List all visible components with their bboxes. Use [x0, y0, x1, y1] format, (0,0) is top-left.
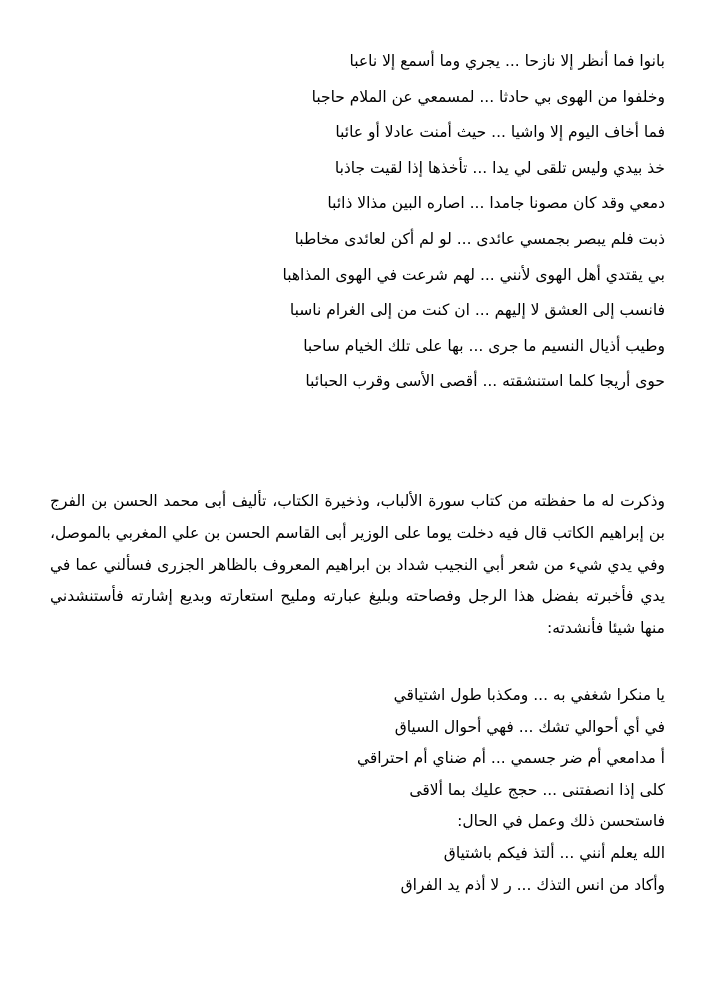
verse-line: فما أخاف اليوم إلا واشيا ... حيث أمنت عادلا أو عائبا	[335, 123, 665, 142]
verse-line: دمعي وقد كان مصونا جامدا ... اصاره البين مذالا ذائبا	[327, 194, 665, 213]
narrative-line: فاستحسن ذلك وعمل في الحال:	[457, 812, 665, 831]
poem-line: أ مدامعي أم ضر جسمي ... أم ضناي أم احتراقي	[356, 749, 665, 768]
verse-line: حوى أريجا كلما استنشقته ... أقصى الأسى وقرب الحبائبا	[305, 372, 665, 391]
poem-line: الله يعلم أنني ... ألتذ فيكم باشتياق	[443, 843, 665, 862]
verse-line: فانسب إلى العشق لا إليهم ... ان كنت من إلى الغرام ناسبا	[289, 301, 665, 320]
verse-line: وطيب أذيال النسيم ما جرى ... بها على تلك الخيام ساحبا	[303, 336, 665, 355]
poem-verses	[45, 44, 665, 400]
verse-line: خذ بيدي وليس تلقى لي يدا ... تأخذها إذا لقيت جاذبا	[334, 158, 665, 177]
prose-paragraph: وذكرت له ما حفظته من كتاب سورة الألباب، وذخيرة الكتاب، تأليف أبى محمد الحسن بن الفرج بن إبراهيم الكاتب قال فيه دخلت يوما على الوزير أبى القاسم الحسن بن علي المغربي بالموصل، وفي يدي شيء من شعر أبي النجيب شداد بن ابراهيم المعروف بالظاهر الجزرى فسألني عما في يدي فأخبرته بفضل هذا الرجل وفصاحته وبليغ عبارته ومليح استعارته وبديع إشارته فأستنشدني منها شيئا فأنشدته:	[50, 492, 665, 638]
poem-line: يا منكرا شغفي به ... ومكذبا طول اشتياقي	[393, 686, 665, 704]
verse-line: ذبت فلم يبصر بجمسي عائدى ... لو لم أكن لعائدى مخاطبا	[294, 229, 665, 248]
poem-line: كلى إذا انصفتنى ... حجج عليك بما ألاقى	[409, 780, 665, 799]
second-poem-lines	[50, 680, 665, 901]
poem-line: وأكاد من انس التذك ... ر لا أذم يد الفراق	[400, 875, 665, 894]
verse-line: بي يقتدي أهل الهوى لأنني ... لهم شرعت في الهوى المذاهبا	[282, 265, 665, 284]
poem-line: في أي أحوالي تشك ... فهي أحوال السياق	[394, 717, 665, 736]
verse-line: وخلفوا من الهوى بي حادثا ... لمسمعي عن الملام حاجبا	[311, 87, 665, 106]
verse-line: بانوا فما أنظر إلا نازحا ... يجري وما أسمع إلا ناعبا	[349, 52, 665, 70]
